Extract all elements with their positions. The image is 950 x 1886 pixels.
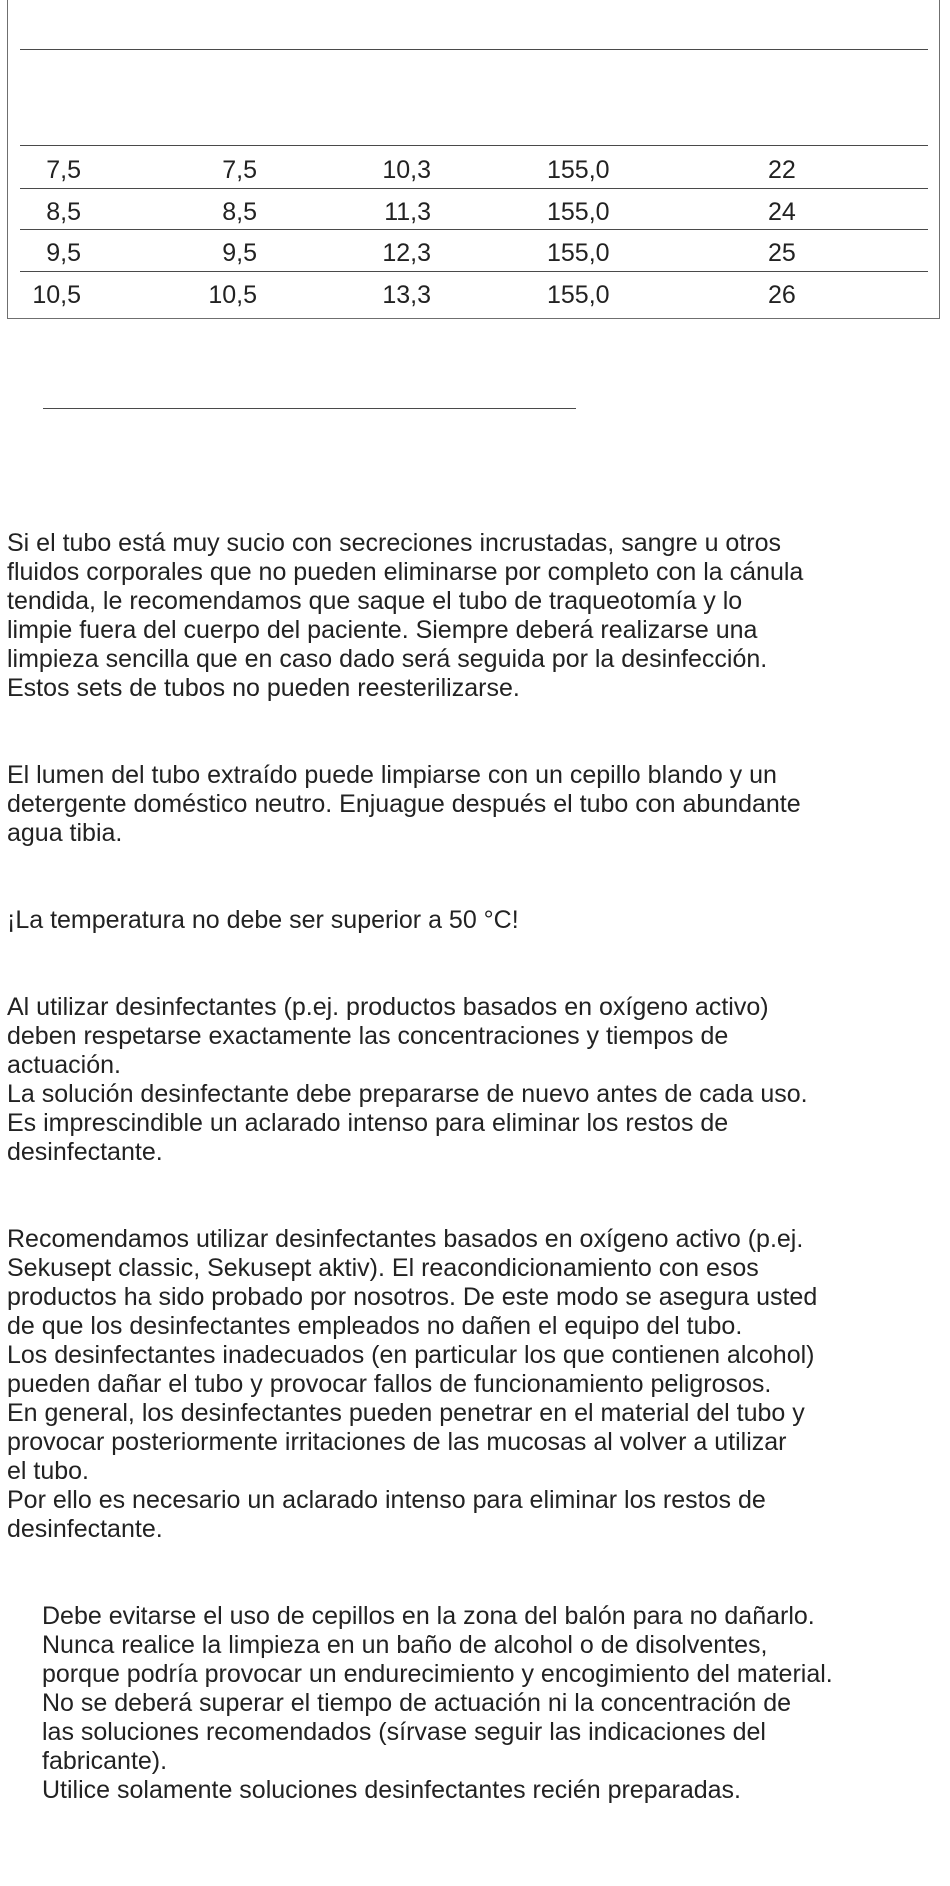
text-line: Nunca realice la limpieza en un baño de alcohol o de disolventes, xyxy=(42,1631,768,1659)
text-line: El lumen del tubo extraído puede limpiarse con un cepillo blando y un xyxy=(7,761,777,789)
text-line: el tubo. xyxy=(7,1457,90,1485)
text-line: Los desinfectantes inadecuados (en particular los que contienen alcohol) xyxy=(7,1341,815,1369)
table-cell: 26 xyxy=(768,281,796,309)
table-row xyxy=(8,272,941,314)
text-line: pueden dañar el tubo y provocar fallos de funcionamiento peligrosos. xyxy=(7,1370,772,1398)
table-cell: 7,5 xyxy=(46,156,81,184)
table-cell: 22 xyxy=(768,156,796,184)
table-cell: 10,5 xyxy=(32,281,81,309)
table-rule xyxy=(20,49,928,50)
size-table xyxy=(7,0,940,319)
text-line: En general, los desinfectantes pueden penetrar en el material del tubo y xyxy=(7,1399,805,1427)
text-line: porque podría provocar un endurecimiento y encogimiento del material. xyxy=(42,1660,833,1688)
text-line: deben respetarse exactamente las concentraciones y tiempos de xyxy=(7,1022,729,1050)
text-line: fabricante). xyxy=(42,1747,168,1775)
section-rule xyxy=(43,408,576,409)
text-line: provocar posteriormente irritaciones de las mucosas al volver a utilizar xyxy=(7,1428,787,1456)
table-cell: 12,3 xyxy=(382,239,431,267)
text-line: Es imprescindible un aclarado intenso para eliminar los restos de xyxy=(7,1109,729,1137)
paragraph-disinfectant-usage xyxy=(7,993,942,1167)
paragraph-temperature-warning xyxy=(7,906,942,935)
text-line: ¡La temperatura no debe ser superior a 50 °C! xyxy=(7,906,519,934)
table-cell: 155,0 xyxy=(547,281,610,309)
table-cell: 155,0 xyxy=(547,239,610,267)
text-line: fluidos corporales que no pueden eliminarse por completo con la cánula xyxy=(7,558,804,586)
table-cell: 25 xyxy=(768,239,796,267)
paragraph-lumen-cleaning xyxy=(7,761,942,848)
text-line: tendida, le recomendamos que saque el tubo de traqueotomía y lo xyxy=(7,587,743,615)
text-line: Sekusept classic, Sekusept aktiv). El reacondicionamiento con esos xyxy=(7,1254,759,1282)
text-line: limpie fuera del cuerpo del paciente. Siempre deberá realizarse una xyxy=(7,616,758,644)
table-cell: 10,5 xyxy=(208,281,257,309)
table-cell: 13,3 xyxy=(382,281,431,309)
text-line: desinfectante. xyxy=(7,1138,163,1166)
text-line: Al utilizar desinfectantes (p.ej. productos basados en oxígeno activo) xyxy=(7,993,769,1021)
text-line: de que los desinfectantes empleados no dañen el equipo del tubo. xyxy=(7,1312,743,1340)
table-cell: 9,5 xyxy=(46,239,81,267)
text-line: Si el tubo está muy sucio con secreciones incrustadas, sangre u otros xyxy=(7,529,782,557)
paragraph-cleaning-outside xyxy=(7,529,942,703)
text-line: detergente doméstico neutro. Enjuague después el tubo con abundante xyxy=(7,790,801,818)
table-cell: 8,5 xyxy=(46,198,81,226)
table-cell: 8,5 xyxy=(222,198,257,226)
table-row xyxy=(8,230,941,272)
paragraph-disinfectant-recommendation xyxy=(7,1225,942,1544)
table-cell: 155,0 xyxy=(547,198,610,226)
text-line: actuación. xyxy=(7,1051,121,1079)
text-line: agua tibia. xyxy=(7,819,123,847)
table-header-rule xyxy=(20,145,928,146)
text-line: No se deberá superar el tiempo de actuación ni la concentración de xyxy=(42,1689,792,1717)
text-line: las soluciones recomendados (sírvase seguir las indicaciones del xyxy=(42,1718,766,1746)
text-line: productos ha sido probado por nosotros. De este modo se asegura usted xyxy=(7,1283,818,1311)
text-line: Debe evitarse el uso de cepillos en la zona del balón para no dañarlo. xyxy=(42,1602,815,1630)
text-line: Por ello es necesario un aclarado intenso para eliminar los restos de xyxy=(7,1486,766,1514)
table-cell: 10,3 xyxy=(382,156,431,184)
table-cell: 11,3 xyxy=(384,198,431,226)
text-line: limpieza sencilla que en caso dado será seguida por la desinfección. xyxy=(7,645,768,673)
table-cell: 7,5 xyxy=(222,156,257,184)
table-row xyxy=(8,147,941,189)
text-line: desinfectante. xyxy=(7,1515,163,1543)
paragraph-caution xyxy=(42,1602,942,1805)
text-line: Estos sets de tubos no pueden reesterilizarse. xyxy=(7,674,520,702)
text-line: La solución desinfectante debe prepararse de nuevo antes de cada uso. xyxy=(7,1080,808,1108)
table-cell: 24 xyxy=(768,198,796,226)
table-cell: 9,5 xyxy=(222,239,257,267)
text-line: Recomendamos utilizar desinfectantes basados en oxígeno activo (p.ej. xyxy=(7,1225,804,1253)
table-cell: 155,0 xyxy=(547,156,610,184)
text-line: Utilice solamente soluciones desinfectantes recién preparadas. xyxy=(42,1776,741,1804)
table-row xyxy=(8,189,941,231)
